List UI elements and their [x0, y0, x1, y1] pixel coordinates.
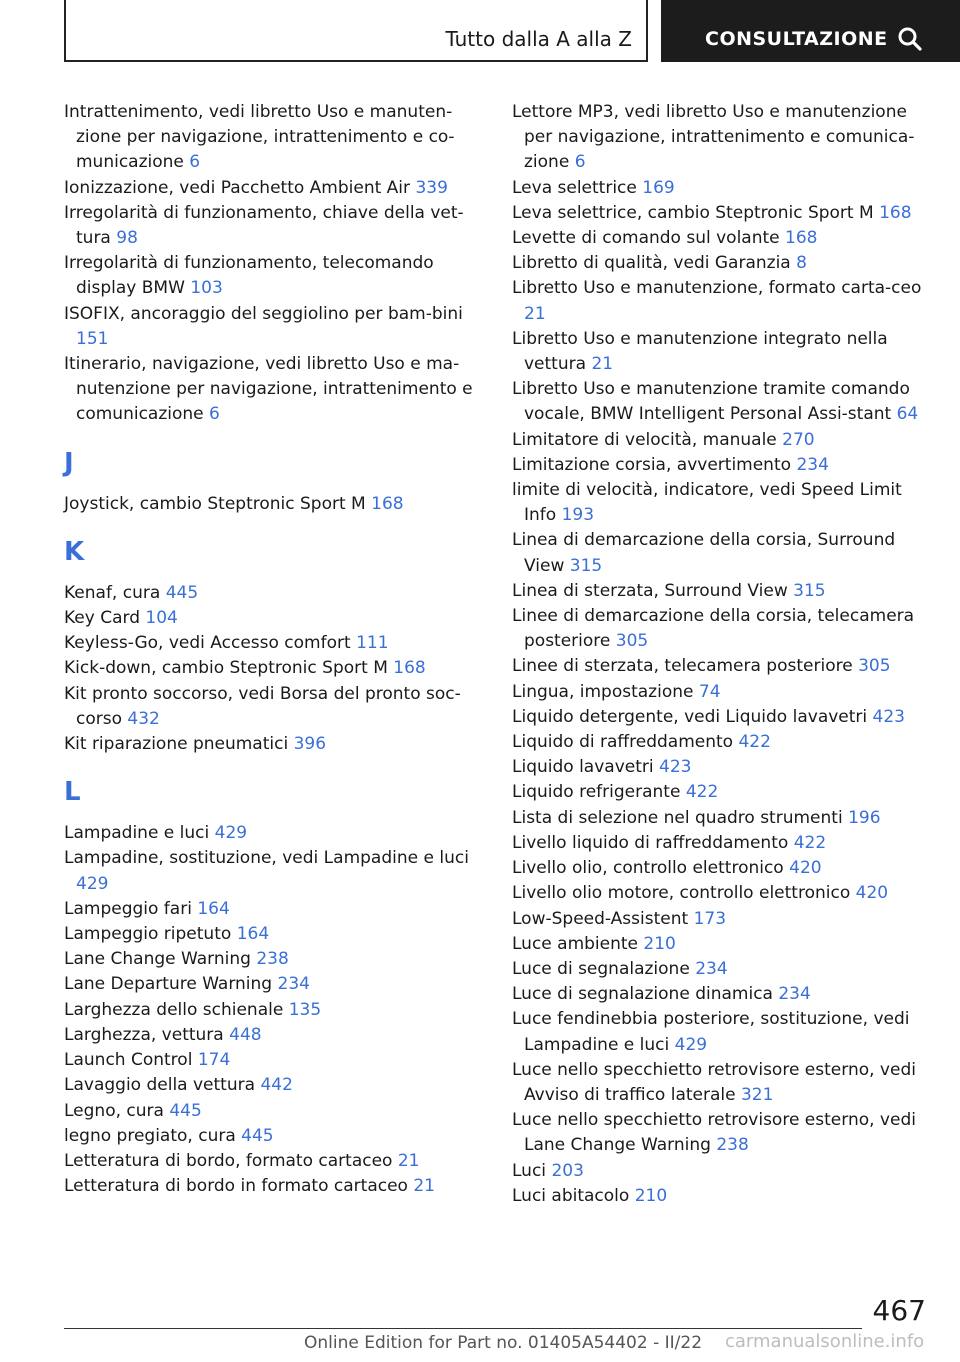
index-entry	[512, 478, 932, 528]
index-entry	[64, 492, 484, 517]
index-entry	[512, 957, 932, 982]
index-entry	[64, 352, 484, 428]
index-entry-text: Lampadine, sostituzione, vedi Lampadine e luci	[64, 848, 469, 869]
page-reference-link[interactable]: 135	[288, 999, 322, 1020]
page-reference-link[interactable]: 422	[685, 782, 719, 803]
chapter-title: CONSULTAZIONE	[705, 28, 888, 50]
page-reference-link[interactable]: 234	[277, 974, 310, 995]
index-entry-text: Luce di segnalazione dinamica	[512, 984, 773, 1005]
index-entry	[64, 846, 484, 896]
page-reference-link[interactable]: 445	[241, 1125, 274, 1146]
index-entry	[512, 251, 932, 276]
index-entry-text: Livello liquido di raffreddamento	[512, 832, 789, 853]
page-reference-link[interactable]: 305	[615, 631, 649, 652]
page-reference-link[interactable]: 193	[561, 505, 595, 526]
page-reference-link[interactable]: 429	[76, 873, 109, 894]
page-reference-link[interactable]: 420	[855, 883, 889, 904]
index-entry	[512, 1159, 932, 1184]
index-entry	[512, 907, 932, 932]
index-entry-text: Key Card	[64, 608, 140, 629]
page-reference-link[interactable]: 21	[524, 303, 546, 324]
index-entry	[512, 226, 932, 251]
index-entry	[512, 982, 932, 1007]
page-reference-link[interactable]: 448	[229, 1024, 262, 1045]
page-reference-link[interactable]: 98	[116, 228, 138, 249]
index-entry	[64, 682, 484, 732]
page-reference-link[interactable]: 420	[789, 858, 822, 879]
page-reference-link[interactable]: 422	[738, 732, 771, 753]
index-entry	[64, 1174, 484, 1199]
index-entry-text: Lampadine e luci	[64, 823, 210, 844]
index-entry-text: Luci abitacolo	[512, 1185, 630, 1206]
index-entry	[64, 922, 484, 947]
index-entry-text: Libretto Uso e manutenzione, formato carta‐ceo	[512, 278, 922, 299]
edition-info: Online Edition for Part no. 01405A54402 - II/22	[304, 1333, 703, 1353]
index-entry	[64, 1149, 484, 1174]
index-entry	[512, 780, 932, 805]
index-entry	[512, 327, 932, 377]
index-entry-text: Low-Speed-Assistent	[512, 908, 689, 929]
watermark: carmanualsonline.info	[725, 1331, 925, 1352]
index-entry-text: Limitazione corsia, avvertimento	[512, 454, 792, 475]
index-entry	[512, 100, 932, 176]
page-reference-link[interactable]: 203	[551, 1160, 584, 1181]
index-entry-text: Luce fendinebbia posteriore, sostituzione, vedi Lampadine e luci	[512, 1009, 910, 1055]
page-reference-link[interactable]: 321	[740, 1084, 774, 1105]
page-reference-link[interactable]: 111	[356, 633, 389, 654]
page-reference-link[interactable]: 315	[569, 555, 603, 576]
index-entry-text: legno pregiato, cura	[64, 1125, 236, 1146]
index-entry	[64, 1124, 484, 1149]
page-reference-link[interactable]: 442	[260, 1075, 293, 1096]
page-reference-link[interactable]: 196	[848, 807, 881, 828]
index-entry-text: Linea di sterzata, Surround View	[512, 580, 788, 601]
page-reference-link[interactable]: 432	[127, 708, 160, 729]
index-entry-text: Ionizzazione, vedi Pacchetto Ambient Air	[64, 177, 411, 198]
page-reference-link[interactable]: 6	[189, 152, 201, 173]
page-reference-link[interactable]: 210	[643, 933, 676, 954]
index-entry-text: Lista di selezione nel quadro strumenti	[512, 807, 843, 828]
index-entry-text: Libretto Uso e manutenzione integrato nella vettura	[512, 328, 888, 375]
page-reference-link[interactable]: 339	[415, 177, 448, 198]
index-entry	[512, 705, 932, 730]
page-reference-link[interactable]: 104	[145, 608, 178, 629]
index-entry-text: Linee di sterzata, telecamera posteriore	[512, 656, 853, 677]
index-entry	[64, 972, 484, 997]
footer-divider	[64, 1328, 862, 1329]
index-entry-text: Liquido di raffreddamento	[512, 732, 734, 753]
index-entry	[64, 251, 484, 301]
index-entry	[64, 201, 484, 251]
index-entry-text: limite di velocità, indicatore, vedi Speed Limit Info	[512, 480, 902, 526]
index-entry	[64, 897, 484, 922]
page-reference-link[interactable]: 210	[634, 1185, 668, 1206]
index-entry	[512, 1184, 932, 1209]
index-entry	[512, 680, 932, 705]
index-entry-text: Liquido refrigerante	[512, 782, 681, 803]
index-entry-text: Libretto di qualità, vedi Garanzia	[512, 253, 791, 274]
index-entry	[64, 581, 484, 606]
page-reference-link[interactable]: 238	[716, 1135, 749, 1156]
index-entry-text: Linee di demarcazione della corsia, telecamera posteriore	[512, 606, 915, 652]
index-entry	[512, 579, 932, 604]
page-reference-link[interactable]: 6	[209, 404, 220, 425]
page-reference-link[interactable]: 151	[76, 328, 109, 349]
index-letter-heading: L	[64, 777, 81, 808]
chapter-tab[interactable]	[661, 0, 960, 62]
index-entry	[64, 947, 484, 972]
page-reference-link[interactable]: 164	[197, 898, 230, 919]
index-entry-text: ISOFIX, ancoraggio del seggiolino per bam‐bini	[64, 303, 463, 324]
page-reference-link[interactable]: 238	[256, 949, 289, 970]
index-entry-text: Kick-down, cambio Steptronic Sport M	[64, 658, 388, 679]
index-entry	[512, 604, 932, 654]
index-entry-text: Irregolarità di funzionamento, chiave della vet‐tura	[64, 202, 464, 249]
page-reference-link[interactable]: 234	[778, 984, 811, 1005]
index-entry	[512, 176, 932, 201]
index-entry	[64, 302, 484, 352]
index-entry	[64, 998, 484, 1023]
index-entry-text: Larghezza dello schienale	[64, 999, 284, 1020]
index-entry-text: Liquido detergente, vedi Liquido lavavetri	[512, 706, 868, 727]
page-reference-link[interactable]: 168	[393, 658, 426, 679]
index-entry-text: Kit riparazione pneumatici	[64, 734, 289, 755]
index-entry-text: Leva selettrice	[512, 177, 637, 198]
index-entry-text: Livello olio, controllo elettronico	[512, 858, 784, 879]
page-reference-link[interactable]: 169	[642, 177, 675, 198]
index-entry	[512, 755, 932, 780]
index-entry-text: Intrattenimento, vedi libretto Uso e manuten‐zione per navigazione, intrattenimento e co‐municazione	[64, 102, 455, 173]
index-entry	[64, 1023, 484, 1048]
index-entry	[512, 831, 932, 856]
index-entry	[64, 100, 484, 176]
index-entry-text: Luce di segnalazione	[512, 958, 690, 979]
index-entry-text: Lavaggio della vettura	[64, 1075, 256, 1096]
index-entry-text: Libretto Uso e manutenzione tramite comando vocale, BMW Intelligent Personal Assi‐stant	[512, 379, 910, 425]
index-entry-text: Kenaf, cura	[64, 582, 161, 603]
index-entry-text: Launch Control	[64, 1050, 193, 1071]
index-entry-text: Lampeggio ripetuto	[64, 924, 232, 945]
index-entry-text: Liquido lavavetri	[512, 757, 654, 778]
index-entry	[64, 606, 484, 631]
index-entry	[512, 654, 932, 679]
index-entry-text: Joystick, cambio Steptronic Sport M	[64, 493, 366, 514]
index-entry-text: Lettore MP3, vedi libretto Uso e manutenzione per navigazione, intrattenimento e comunica‐zione	[512, 102, 915, 173]
page-reference-link[interactable]: 429	[674, 1034, 708, 1055]
page-reference-link[interactable]: 429	[214, 823, 248, 844]
page-reference-link[interactable]: 168	[879, 202, 912, 223]
index-entry-text: Lampeggio fari	[64, 898, 192, 919]
page-reference-link[interactable]: 103	[190, 278, 223, 299]
index-entry	[64, 821, 484, 846]
index-entry-text: Livello olio motore, controllo elettronico	[512, 883, 851, 904]
page-reference-link[interactable]: 270	[782, 429, 815, 450]
page-reference-link[interactable]: 396	[293, 734, 327, 755]
page-reference-link[interactable]: 8	[796, 253, 807, 274]
index-entry	[64, 1099, 484, 1124]
page-reference-link[interactable]: 423	[872, 706, 905, 727]
page-header	[0, 0, 960, 66]
index-entry-text: Itinerario, navigazione, vedi libretto Uso e ma‐nutenzione per navigazione, intrattenimento e comunicazione	[64, 354, 473, 425]
page-reference-link[interactable]: 315	[793, 580, 826, 601]
index-entry	[512, 932, 932, 957]
index-entry	[512, 453, 932, 478]
page-reference-link[interactable]: 234	[796, 454, 829, 475]
page-reference-link[interactable]: 173	[693, 908, 727, 929]
index-entry	[512, 1007, 932, 1057]
search-icon[interactable]	[897, 26, 923, 52]
index-entry-text: Linea di demarcazione della corsia, Surround View	[512, 530, 896, 576]
index-entry	[512, 377, 932, 427]
index-entry-text: Levette di comando sul volante	[512, 228, 780, 249]
index-entry-text: Larghezza, vettura	[64, 1024, 224, 1045]
index-entry	[512, 201, 932, 226]
index-entry-text: Keyless-Go, vedi Accesso comfort	[64, 633, 351, 654]
page-reference-link[interactable]: 6	[574, 152, 586, 173]
index-entry	[512, 528, 932, 578]
index-entry	[512, 856, 932, 881]
index-entry-text: Luce nello specchietto retrovisore esterno, vedi Avviso di traffico laterale	[512, 1059, 916, 1105]
index-entry-text: Legno, cura	[64, 1100, 164, 1121]
page-number: 467	[872, 1294, 926, 1327]
index-entry	[512, 730, 932, 755]
section-tab	[64, 0, 648, 62]
page-reference-link[interactable]: 305	[858, 656, 891, 677]
index-entry	[64, 732, 484, 757]
page-reference-link[interactable]: 74	[698, 681, 721, 702]
index-entry-text: Irregolarità di funzionamento, telecomando display BMW	[64, 253, 434, 299]
page-reference-link[interactable]: 445	[169, 1100, 202, 1121]
index-entry	[512, 1108, 932, 1158]
index-entry-text: Letteratura di bordo, formato cartaceo	[64, 1150, 393, 1171]
index-entry	[512, 881, 932, 906]
index-entry	[64, 631, 484, 656]
index-entry-text: Luci	[512, 1160, 547, 1181]
page-reference-link[interactable]: 174	[197, 1050, 231, 1071]
index-entry-text: Luce nello specchietto retrovisore esterno, vedi Lane Change Warning	[512, 1110, 916, 1156]
index-entry	[512, 1058, 932, 1108]
index-entry	[512, 276, 932, 326]
index-letter-heading: K	[64, 536, 85, 567]
section-title: Tutto dalla A alla Z	[445, 27, 632, 51]
page-reference-link[interactable]: 168	[785, 228, 818, 249]
index-entry-text: Kit pronto soccorso, vedi Borsa del pronto soc‐corso	[64, 683, 461, 729]
index-letter-heading: J	[64, 447, 74, 478]
index-entry-text: Lingua, impostazione	[512, 681, 694, 702]
page-reference-link[interactable]: 164	[236, 924, 270, 945]
page-reference-link[interactable]: 445	[165, 582, 199, 603]
index-column-right	[512, 100, 932, 1209]
index-entry	[64, 176, 484, 201]
page-reference-link[interactable]: 423	[659, 757, 692, 778]
index-entry	[64, 1073, 484, 1098]
index-entry-text: Leva selettrice, cambio Steptronic Sport M	[512, 202, 874, 223]
index-entry	[64, 656, 484, 681]
index-entry-text: Letteratura di bordo in formato cartaceo	[64, 1176, 408, 1197]
page-reference-link[interactable]: 168	[371, 493, 404, 514]
index-entry	[512, 806, 932, 831]
index-entry	[512, 428, 932, 453]
index-entry-text: Lane Departure Warning	[64, 974, 273, 995]
index-column-left	[64, 100, 484, 1199]
page-reference-link[interactable]: 21	[591, 354, 614, 375]
index-entry	[64, 1048, 484, 1073]
page-reference-link[interactable]: 234	[695, 958, 728, 979]
page-reference-link[interactable]: 422	[793, 832, 827, 853]
index-entry-text: Luce ambiente	[512, 933, 639, 954]
page-reference-link[interactable]: 21	[413, 1176, 435, 1197]
index-entry-text: Limitatore di velocità, manuale	[512, 429, 777, 450]
page-reference-link[interactable]: 64	[896, 404, 919, 425]
page-reference-link[interactable]: 21	[397, 1150, 420, 1171]
index-entry-text: Lane Change Warning	[64, 949, 251, 970]
